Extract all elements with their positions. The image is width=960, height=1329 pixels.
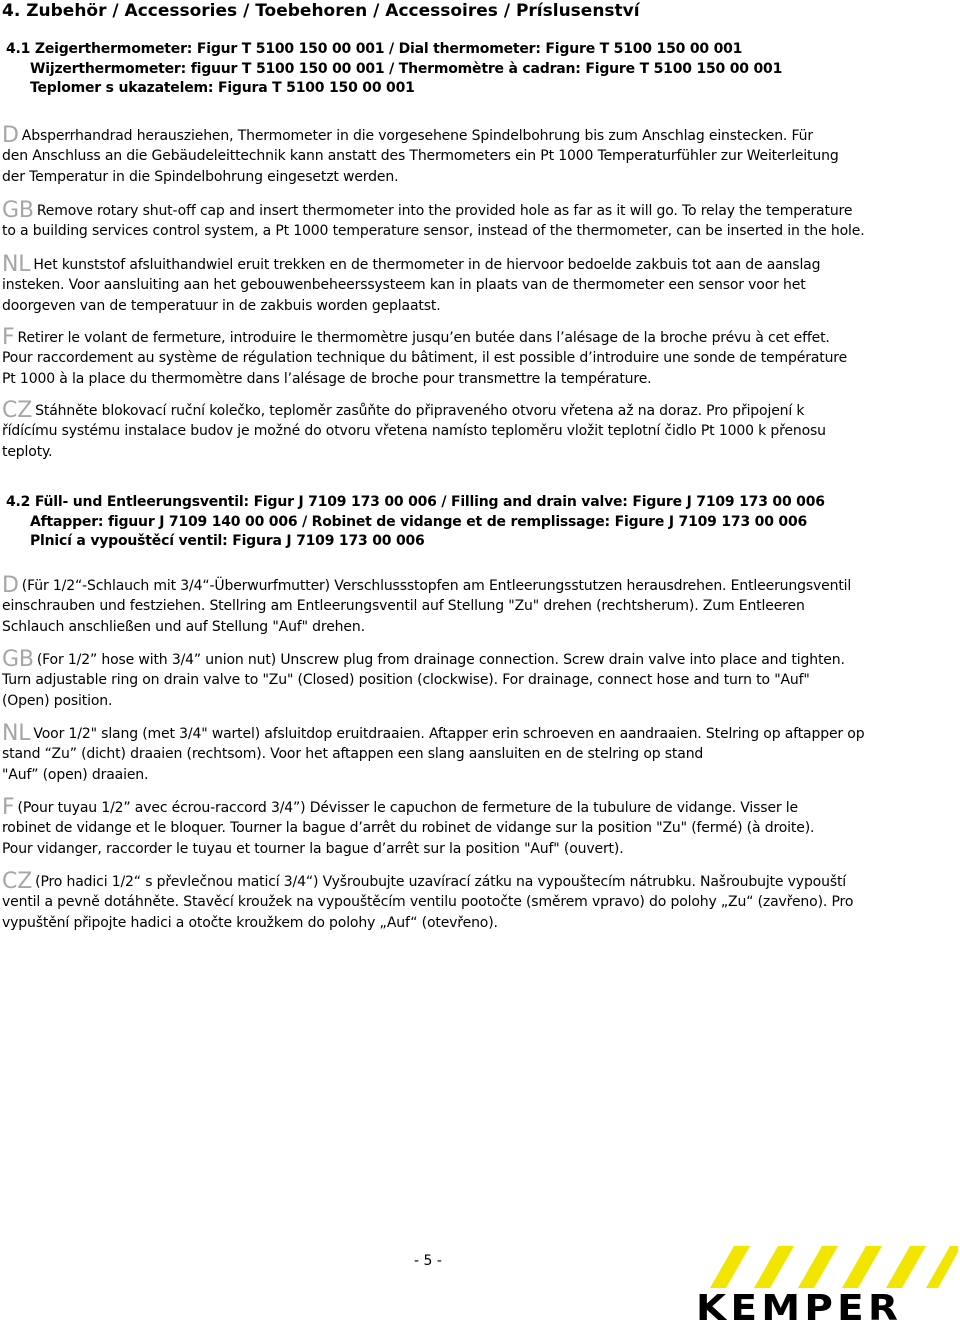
language-marker: F [2,325,15,350]
paragraph-line: Pt 1000 à la place du thermomètre dans l’alésage de broche pour transmettre la température. [2,370,652,387]
paragraph-line: ventil a pevně dotáhněte. Stavěcí kroužek na vypouštěcím ventilu pootočte (směrem vpravo) do polohy „Zu“ (zavřeno). Pro [2,894,854,911]
logo-wordmark: KEMPER [696,1288,903,1329]
language-marker: NL [2,252,31,277]
paragraph-line: Remove rotary shut-off cap and insert thermometer into the provided hole as far as it will go. To relay the temperature [36,203,853,219]
paragraph-line: Voor 1/2" slang (met 3/4" wartel) afsluitdop eruitdraaien. Aftapper erin schroeven en aandraaien. Stelring op aftapper op [33,726,865,742]
language-marker: D [2,123,19,148]
paragraph-gb-2 [2,647,958,711]
logo-stripe [754,1246,794,1288]
paragraph-cz-2 [2,869,958,933]
paragraph-line: vypuštění připojte hadici a otočte kroužkem do polohy „Auf“ (otevřeno). [2,914,498,931]
paragraph-line: (For 1/2” hose with 3/4” union nut) Unscrew plug from drainage connection. Screw drain valve into place and tighten. [36,652,845,668]
paragraph-line: einschrauben und festziehen. Stellring am Entleerungsventil auf Stellung "Zu" drehen (rechtsherum). Zum Entleeren [2,598,805,615]
paragraph-line: "Auf” (open) draaien. [2,766,149,783]
section-4-1-title [6,40,782,99]
language-marker: GB [2,647,34,672]
section-title-line: Teplomer s ukazatelem: Figura T 5100 150 00 001 [30,80,415,97]
paragraph-line: doorgeven van de temperatuur in de zakbuis worden geplaatst. [2,297,441,314]
paragraph-line: to a building services control system, a Pt 1000 temperature sensor, instead of the thermometer, can be inserted in the hole. [2,223,865,240]
language-marker: CZ [2,398,33,423]
paragraph-gb-1 [2,198,958,242]
paragraph-line: Absperrhandrad herausziehen, Thermometer in die vorgesehene Spindelbohrung bis zum Anschlag einstecken. Für [21,128,813,144]
paragraph-de-1 [2,123,958,187]
section-4-2-title [6,493,825,552]
section-title-line: Plnicí a vypouštěcí ventil: Figura J 7109 173 00 006 [30,533,425,550]
paragraph-line: Het kunststof afsluithandwiel eruit trekken en de thermometer in de hiervoor bedoelde zakbuis tot aan de aanslag [33,257,821,273]
paragraph-line: stand “Zu” (dicht) draaien (rechtsom). Voor het aftappen een slang aansluiten en de stelring op stand [2,746,704,763]
paragraph-de-2 [2,573,958,637]
section-title-line: Wijzerthermometer: figuur T 5100 150 00 001 / Thermomètre à cadran: Figure T 5100 150 00 001 [30,60,783,77]
paragraph-line: der Temperatur in die Spindelbohrung eingesetzt werden. [2,168,399,185]
paragraph-line: (Pour tuyau 1/2” avec écrou-raccord 3/4”) Dévisser le capuchon de fermeture de la tubulure de vidange. Visser le [17,800,799,816]
language-marker: D [2,573,19,598]
paragraph-line: Schlauch anschließen und auf Stellung "Auf" drehen. [2,618,365,635]
page-heading: 4. Zubehör / Accessories / Toebehoren / Accessoires / Príslusenství [2,1,640,21]
paragraph-line: teploty. [2,443,53,460]
section-title-line: 4.1 Zeigerthermometer: Figur T 5100 150 00 001 / Dial thermometer: Figure T 5100 150 00 001 [6,41,743,57]
logo-stripe [710,1246,750,1288]
paragraph-line: řídícímu systému instalace budov je možné do otvoru vřetena namísto teploměru vložit teplotní čidlo Pt 1000 k přenosu [2,423,826,440]
language-marker: GB [2,198,34,223]
brand-logo [696,1244,958,1327]
paragraph-fr-2 [2,795,958,859]
paragraph-fr-1 [2,325,958,389]
paragraph-nl-2 [2,721,958,785]
paragraph-line: (Für 1/2“-Schlauch mit 3/4“-Überwurfmutter) Verschlussstopfen am Entleerungsstutzen herausdrehen. Entleerungsventil [21,578,852,594]
language-marker: F [2,795,15,820]
paragraph-line: (Pro hadici 1/2“ s převlečnou maticí 3/4“) Vyšroubujte uzavírací zátku na vypouštecím nátrubku. Našroubujte vypouští [35,874,847,890]
paragraph-line: Turn adjustable ring on drain valve to "Zu" (Closed) position (clockwise). For drainage, connect hose and turn to "Auf" [2,672,810,689]
logo-stripe [798,1246,838,1288]
page-number: - 5 - [414,1253,442,1269]
paragraph-line: (Open) position. [2,692,113,709]
paragraph-line: den Anschluss an die Gebäudeleittechnik kann anstatt des Thermometers ein Pt 1000 Temperaturfühler zur Weiterleitung [2,148,839,165]
logo-stripe [926,1246,958,1288]
paragraph-nl-1 [2,252,958,316]
paragraph-cz-1 [2,398,958,462]
paragraph-line: robinet de vidange et le bloquer. Tourner la bague d’arrêt du robinet de vidange sur la position "Zu" (fermé) (à droite). [2,820,815,837]
paragraph-line: Pour vidanger, raccorder le tuyau et tourner la bague d’arrêt sur la position "Auf" (ouvert). [2,840,624,857]
logo-stripe [886,1246,926,1288]
paragraph-line: Stáhněte blokovací ruční kolečko, teploměr zasůňte do připraveného otvoru vřetena až na doraz. Pro připojení k [35,403,805,419]
section-title-line: Aftapper: figuur J 7109 140 00 006 / Robinet de vidange et de remplissage: Figure J 7109 173 00 006 [30,513,808,530]
paragraph-line: insteken. Voor aansluiting aan het gebouwenbeheerssysteem kan in plaats van de thermometer een sensor voor het [2,277,806,294]
paragraph-line: Retirer le volant de fermeture, introduire le thermomètre jusqu’en butée dans l’alésage de la broche prévu à cet effet. [17,330,830,346]
paragraph-line: Pour raccordement au système de régulation technique du bâtiment, il est possible d’introduire une sonde de température [2,350,848,367]
logo-stripes-icon [696,1244,958,1292]
language-marker: CZ [2,869,33,894]
language-marker: NL [2,721,31,746]
logo-stripe [842,1246,882,1288]
section-title-line: 4.2 Füll- und Entleerungsventil: Figur J 7109 173 00 006 / Filling and drain valve: Figure J 7109 173 00 006 [6,494,825,510]
